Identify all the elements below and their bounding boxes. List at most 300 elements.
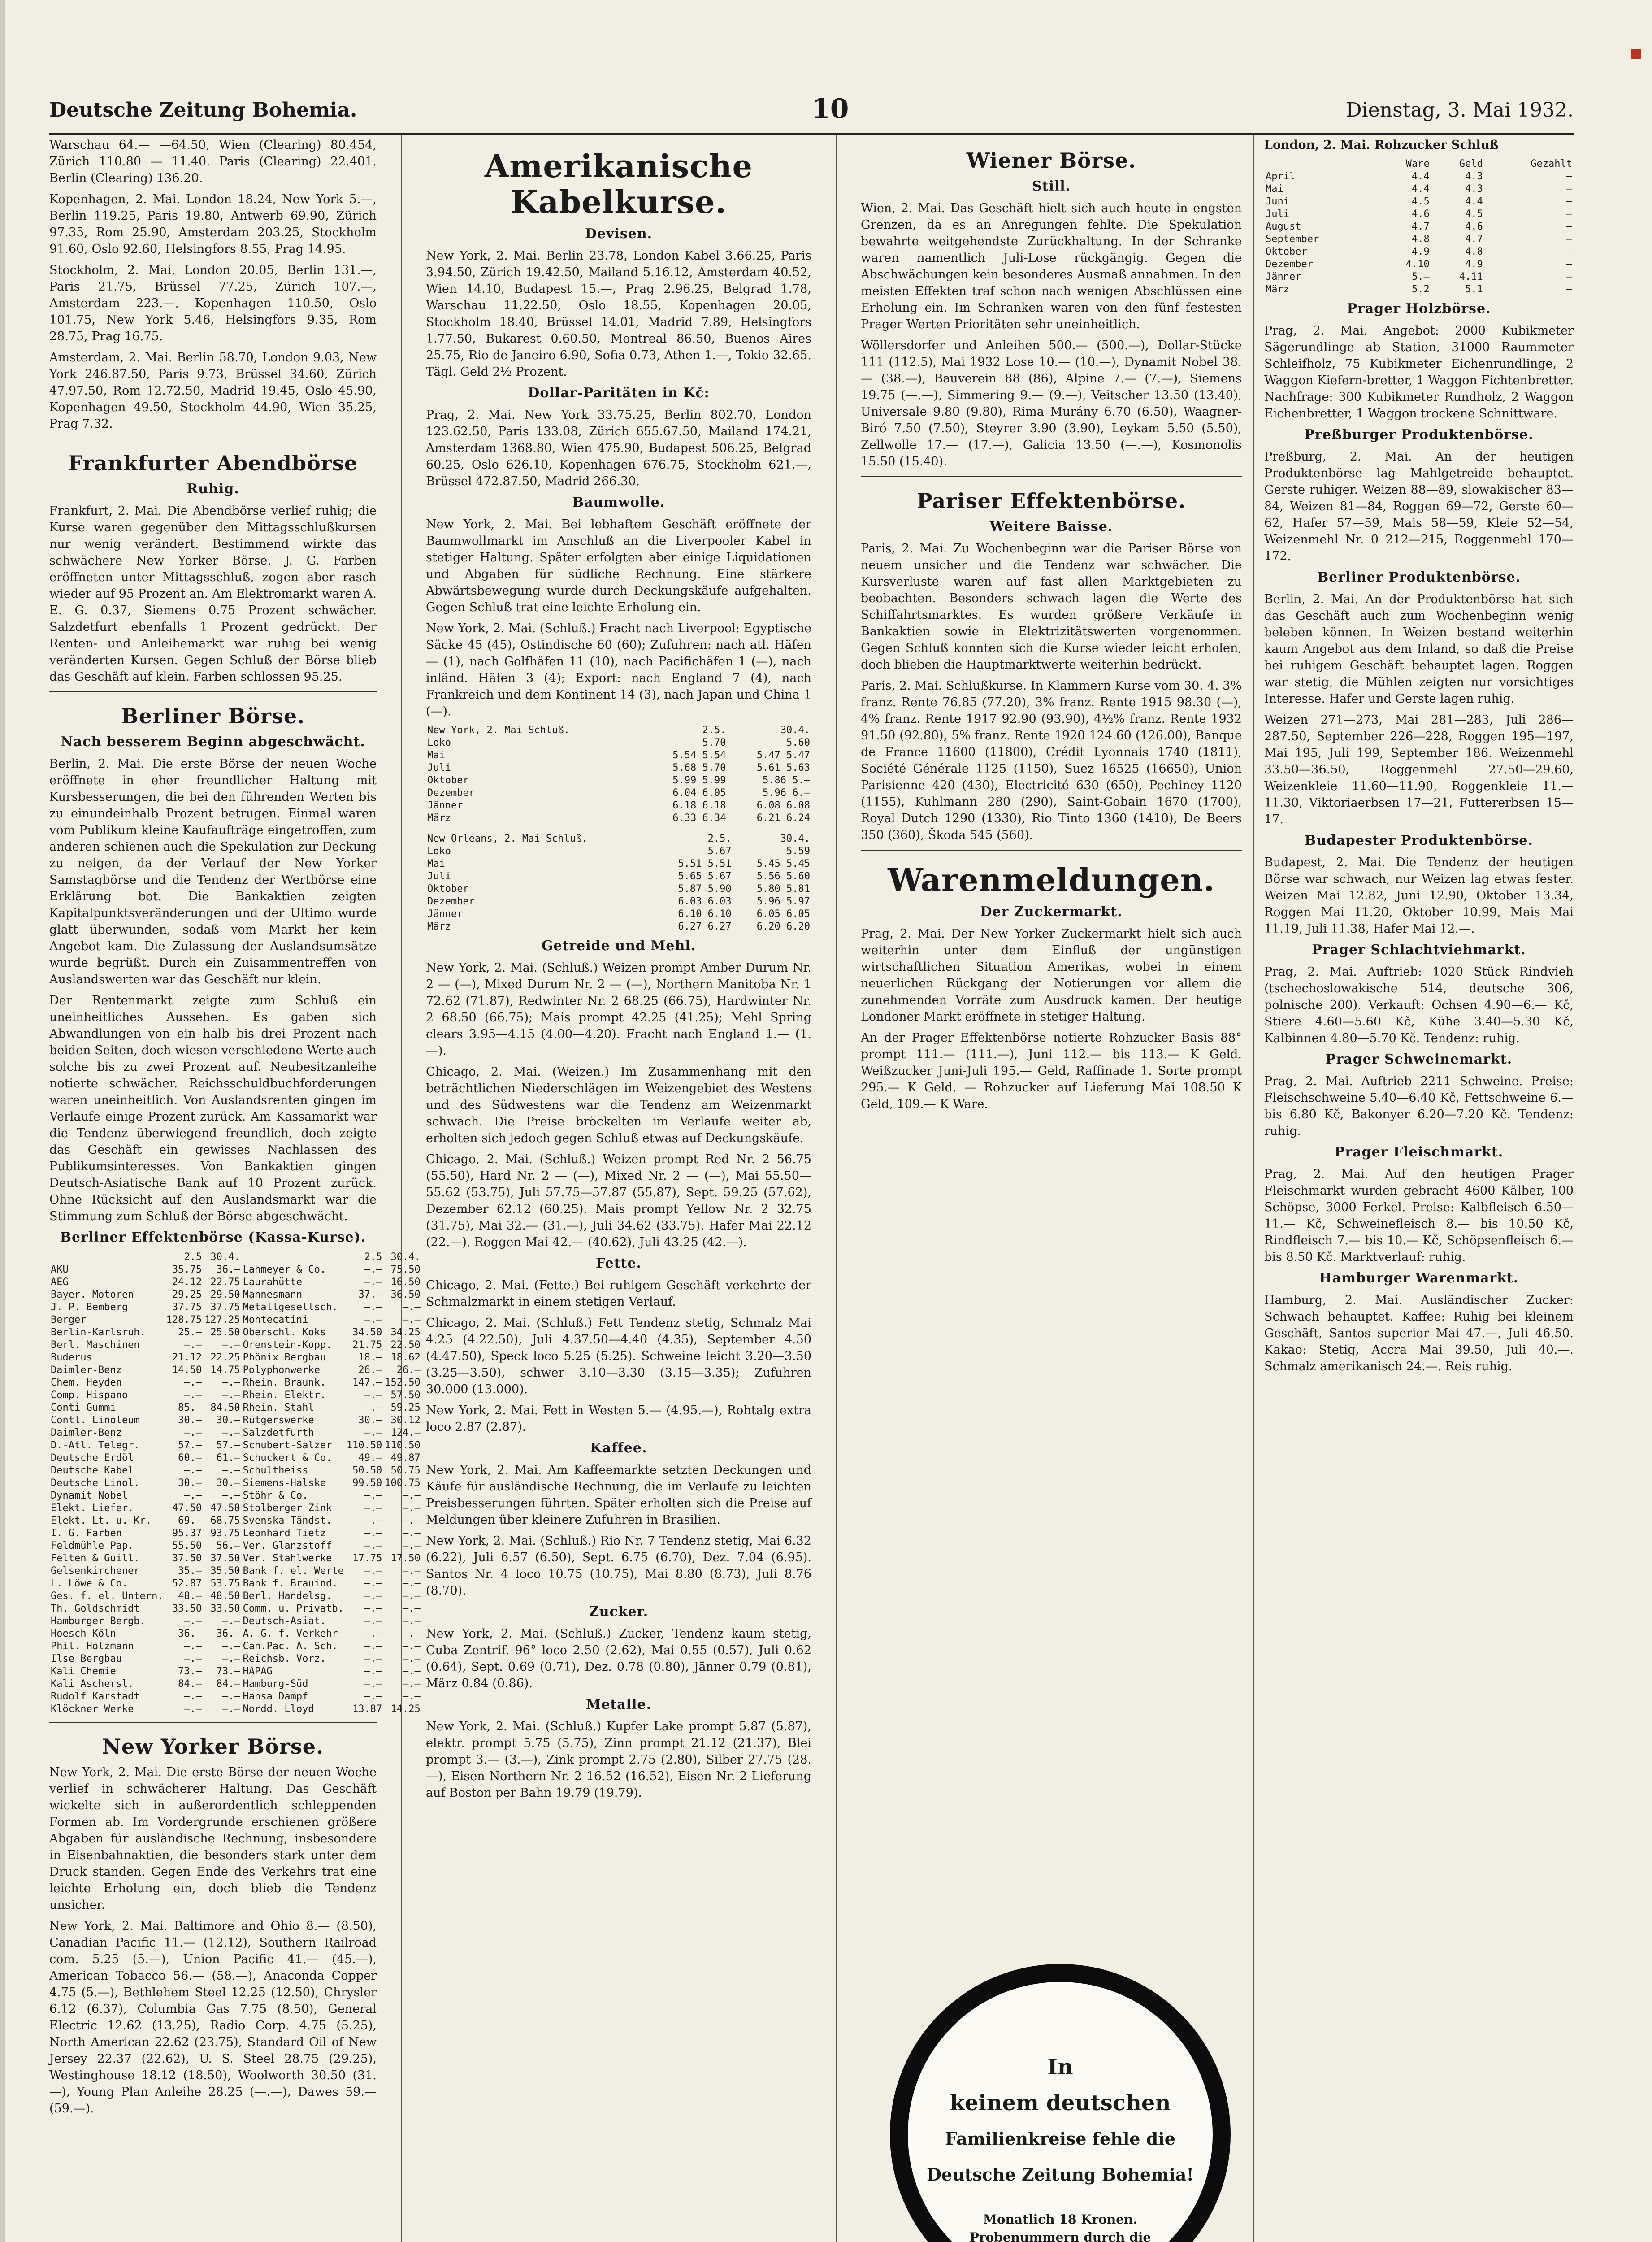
table-cell: 124.— [390, 1427, 421, 1438]
table-cell: 5.67 [707, 846, 732, 857]
ad-line: Probenummern durch die [969, 2230, 1151, 2242]
table-cell: Schultheiss [243, 1465, 308, 1476]
table-row [426, 737, 811, 749]
table-cell: — [1566, 246, 1572, 257]
table-cell: 5.68 5.70 [672, 762, 726, 773]
table-cell: — [1566, 284, 1572, 295]
table-cell: 4.3 [1465, 183, 1483, 195]
table-cell: —.— [364, 1578, 382, 1589]
table-cell: 60.— [178, 1452, 202, 1464]
table-cell: 29.25 [172, 1289, 202, 1300]
column-4 [1264, 137, 1574, 2242]
table-cell: 5.87 5.90 [678, 883, 732, 895]
table-cell: 4.7 [1465, 234, 1483, 245]
section-rule [49, 691, 377, 692]
table-cell: 85.— [178, 1402, 202, 1413]
table-row [49, 1264, 422, 1276]
article-paragraph: Weizen 271—273, Mai 281—283, Juli 286—287.50, September 226—228, Roggen 195—197, Mai 195, Juli 199, September 186. Weizenmehl 33.50—36.50, Roggenmehl 27.50—29.60, Weizenkleie 11.60—11.90, Roggenkleie 11.—11.30, Viktoriaerbsen 17—21, Futtererbsen 15—17. [1264, 713, 1574, 826]
table-cell: 4.3 [1465, 171, 1483, 182]
table-cell: 37.75 [210, 1302, 240, 1313]
table-cell: 21.12 [172, 1352, 202, 1363]
table-cell: 14.50 [172, 1364, 202, 1376]
table-cell: — [1566, 209, 1572, 220]
table-row [49, 1414, 422, 1427]
cotton-neworleans-body [426, 845, 811, 933]
table-header-row [426, 833, 811, 845]
column-2 [426, 137, 811, 2242]
table-cell: Juni [1266, 196, 1289, 207]
table-header: 30.4. [780, 725, 810, 736]
table-cell: —.— [222, 1465, 240, 1476]
table-row [49, 1577, 422, 1590]
table-cell: Jänner [427, 800, 463, 811]
table-cell: — [1566, 196, 1572, 207]
cotton-neworleans-table [426, 833, 811, 933]
table-cell: 25.— [178, 1327, 202, 1338]
table-cell: Mai [1266, 183, 1283, 195]
table-cell: A.-G. f. Verkehr [243, 1628, 338, 1639]
table-cell: 59.25 [390, 1402, 421, 1413]
table-cell: —.— [364, 1503, 382, 1514]
table-cell: —.— [364, 1402, 382, 1413]
table-cell: 34.50 [352, 1327, 382, 1338]
table-cell: 13.87 [352, 1703, 382, 1715]
table-cell: 47.50 [172, 1503, 202, 1514]
article-paragraph: Chicago, 2. Mai. (Weizen.) Im Zusammenhang mit den beträchtlichen Niederschlägen im Weizengebiet des Westens und des Südwestens war die Tendenz am Weizenmarkt schwach. Die Preise bröckelten im Verlaufe weiter ab, erholten sich jedoch gegen Schluß etwas auf Deckungskäufe. [426, 1065, 811, 1145]
table-row [1264, 233, 1574, 246]
table-cell: 95.37 [172, 1528, 202, 1539]
table-cell: Ver. Stahlwerke [243, 1553, 332, 1564]
exchange-report: Stockholm, 2. Mai. London 20.05, Berlin 131.—, Paris 21.75, Brüssel 77.25, Zürich 107.—, Amsterdam 223.—, Kopenhagen 110.50, Oslo 101.75, New York 5.46, Helsingfors 9.35, Rom 28.75, Prag 16.75. [49, 263, 377, 343]
table-cell: Daimler-Benz [51, 1364, 122, 1376]
table-header: Gezahlt [1531, 158, 1572, 169]
table-cell: 14.25 [390, 1703, 421, 1715]
table-cell: Ver. Glanzstoff [243, 1540, 332, 1551]
london-sugar-body [1264, 170, 1574, 296]
article-paragraph: Prag, 2. Mai. Auf den heutigen Prager Fleischmarkt wurden gebracht 4600 Kälber, 100 Schöpse, 3000 Ferkel. Preise: Kalbfleisch 6.50—11.— Kč, Schweinefleisch 8.— bis 10.50 Kč, Rindfleisch 7.— bis 10.— Kč, Schöpsenfleisch 6.— bis 8.50 Kč. Marktverlauf: ruhig. [1264, 1167, 1574, 1264]
section-subtitle: Berliner Effektenbörse (Kassa-Kurse). [60, 1230, 366, 1245]
table-cell: Reichsb. Vorz. [243, 1653, 326, 1664]
table-cell: —.— [222, 1616, 240, 1627]
table-cell: —.— [364, 1565, 382, 1577]
table-cell: —.— [184, 1377, 202, 1388]
table-cell: 57.50 [390, 1390, 421, 1401]
table-cell: Juli [427, 762, 451, 773]
page-header [49, 90, 1574, 135]
article-paragraph: Prag, 2. Mai. Auftrieb: 1020 Stück Rindvieh (tschechoslowakische 514, deutsche 306, polnische 200). Verkauft: Ochsen 4.90—6.— Kč, Stiere 4.60—5.60 Kč, Kühe 3.40—5.30 Kč, Kalbinnen 4.80—5.70 Kč. Tendenz: ruhig. [1264, 965, 1574, 1045]
table-cell: Berger [51, 1314, 87, 1325]
table-cell: 36.50 [390, 1289, 421, 1300]
table-cell: I. G. Farben [51, 1528, 122, 1539]
section-subtitle: Zucker. [589, 1604, 649, 1620]
table-row [426, 774, 811, 787]
table-cell: L. Löwe & Co. [51, 1578, 128, 1589]
table-cell: 30.— [216, 1477, 240, 1489]
table-cell: Phönix Bergbau [243, 1352, 326, 1363]
cotton-newyork-body [426, 737, 811, 825]
table-cell: 6.03 6.03 [678, 896, 732, 907]
table-cell: 5.2 [1411, 284, 1430, 295]
table-cell: Felten & Guill. [51, 1553, 140, 1564]
section-title: Pariser Effektenbörse. [916, 489, 1186, 513]
table-cell: 5.59 [786, 846, 810, 857]
table-cell: Deutsch-Asiat. [243, 1616, 326, 1627]
table-cell: —.— [222, 1641, 240, 1652]
table-cell: 14.75 [210, 1364, 240, 1376]
table-cell: 50.75 [390, 1465, 421, 1476]
table-cell: — [1566, 271, 1572, 282]
section-subtitle: Preßburger Produktenbörse. [1304, 427, 1534, 443]
table-row [49, 1464, 422, 1477]
table-cell: 22.75 [210, 1277, 240, 1288]
table-cell: 110.50 [385, 1440, 421, 1451]
section-subtitle: Fette. [596, 1256, 642, 1271]
table-cell: März [427, 921, 451, 932]
table-cell: 4.8 [1465, 246, 1483, 257]
table-cell: J. P. Bemberg [51, 1302, 128, 1313]
table-cell: —.— [403, 1616, 421, 1627]
table-cell: 6.10 6.10 [678, 908, 732, 920]
table-cell: Schubert-Salzer [243, 1440, 332, 1451]
section-title: Berliner Börse. [121, 704, 305, 728]
table-cell: —.— [222, 1377, 240, 1388]
table-row [426, 845, 811, 858]
table-cell: — [1566, 234, 1572, 245]
table-cell: 110.50 [346, 1440, 382, 1451]
scan-edge-left [0, 0, 5, 2242]
table-cell: Schuckert & Co. [243, 1452, 332, 1464]
table-cell: —.— [364, 1653, 382, 1664]
table-cell: —.— [403, 1590, 421, 1602]
article-paragraph: Chicago, 2. Mai. (Fette.) Bei ruhigem Geschäft verkehrte der Schmalzmarkt in einem stetigen Verlauf. [426, 1278, 811, 1309]
table-cell: Mannesmann [243, 1289, 303, 1300]
table-cell: 4.9 [1411, 246, 1430, 257]
table-cell: 57.— [216, 1440, 240, 1451]
table-row [49, 1603, 422, 1615]
table-cell: 5.54 5.54 [672, 750, 726, 761]
table-cell: Chem. Heyden [51, 1377, 122, 1388]
table-cell: 84.— [216, 1678, 240, 1690]
table-row [49, 1703, 422, 1716]
table-cell: Polyphonwerke [243, 1364, 320, 1376]
section-subtitle: Nach besserem Beginn abgeschwächt. [61, 734, 365, 750]
newspaper-name: Deutsche Zeitung Bohemia. [49, 99, 357, 122]
table-cell: —.— [364, 1628, 382, 1639]
section-title: Warenmeldungen. [888, 861, 1215, 899]
table-cell: —.— [184, 1465, 202, 1476]
table-cell: —.— [364, 1528, 382, 1539]
table-cell: Th. Goldschmidt [51, 1603, 140, 1614]
table-row [426, 870, 811, 883]
table-cell: 93.75 [210, 1528, 240, 1539]
table-cell: Rhein. Elektr. [243, 1390, 326, 1401]
table-cell: 6.20 6.20 [756, 921, 810, 932]
section-subtitle: Kaffee. [590, 1440, 647, 1456]
table-cell: Rütgerswerke [243, 1415, 314, 1426]
table-cell: 6.21 6.24 [756, 813, 810, 824]
table-cell: April [1266, 171, 1296, 182]
table-row [49, 1326, 422, 1339]
table-cell: 52.87 [172, 1578, 202, 1589]
article-paragraph: New York, 2. Mai. (Schluß.) Zucker, Tendenz kaum stetig, Cuba Zentrif. 96° loco 2.50 (2.62), Mai 0.55 (0.57), Juli 0.62 (0.64), Sept. 0.69 (0.71), Dez. 0.78 (0.80), Jänner 0.79 (0.81), März 0.84 (0.86). [426, 1627, 811, 1690]
table-cell: —.— [364, 1277, 382, 1288]
table-cell: 33.50 [210, 1603, 240, 1614]
table-header: 2.5 [364, 1251, 382, 1263]
table-row [49, 1640, 422, 1653]
table-cell: —.— [184, 1616, 202, 1627]
article-paragraph: New York, 2. Mai. (Schluß.) Rio Nr. 7 Tendenz stetig, Mai 6.32 (6.22), Juli 6.57 (6.50), Sept. 6.75 (6.70), Dez. 7.04 (6.95). Santos Nr. 4 loco 10.75 (10.75), Mai 8.80 (8.73), Juli 8.76 (8.70). [426, 1534, 811, 1598]
article-paragraph: Wöllersdorfer und Anleihen 500.— (500.—), Dollar-Stücke 111 (112.5), Mai 1932 Lose 10.— (10.—), Dynamit Nobel 38.— (38.—), Bauverein 88 (86), Alpine 7.— (7.—), Siemens 19.75 (—.—), Simmering 9.— (9.—), Veitscher 13.50 (13.40), Universale 9.80 (9.80), Rima Murány 6.70 (6.50), Waagner-Biró 7.50 (7.50), Steyrer 3.90 (3.90), Leykam 5.50 (5.50), Zellwolle 17.— (17.—), Galicia 13.50 (—.—), Kosmonolis 15.50 (15.40). [861, 339, 1242, 469]
table-cell: 73.— [178, 1666, 202, 1677]
table-cell: Conti Gummi [51, 1402, 116, 1413]
section-subtitle: Ruhig. [186, 481, 239, 497]
table-cell: Hamburger Bergb. [51, 1616, 146, 1627]
table-cell: 5.47 5.47 [756, 750, 810, 761]
table-cell: Montecatini [243, 1314, 308, 1325]
cotton-newyork-table [426, 724, 811, 825]
table-header: 30.4. [210, 1251, 240, 1263]
table-header-row [1264, 158, 1574, 170]
table-cell: 37.50 [210, 1553, 240, 1564]
table-cell: —.— [403, 1490, 421, 1501]
table-cell: —.— [364, 1427, 382, 1438]
article-paragraph: New York, 2. Mai. Berlin 23.78, London Kabel 3.66.25, Paris 3.94.50, Zürich 19.42.50, Mailand 5.16.12, Amsterdam 40.52, Wien 14.10, Budapest 15.—, Prag 2.96.25, Belgrad 1.78, Warschau 11.22.50, Oslo 18.55, Kopenhagen 20.05, Stockholm 18.40, Brüssel 14.01, Madrid 7.89, Helsingfors 1.77.50, Bukarest 0.60.50, Montreal 86.50, Buenos Aires 25.75, Rio de Janeiro 6.90, Sofia 0.73, Athen 1.—, Tokio 32.65. Tägl. Geld 2½ Prozent. [426, 249, 811, 379]
table-cell: Deutsche Kabel [51, 1465, 134, 1476]
table-header: 30.4. [780, 833, 810, 844]
table-cell: Hamburg-Süd [243, 1678, 308, 1690]
kassa-table-body [49, 1264, 422, 1716]
table-cell: Dezember [427, 787, 475, 799]
table-cell: Dezember [427, 896, 475, 907]
table-cell: 30.— [358, 1415, 382, 1426]
section-subtitle: Prager Fleischmarkt. [1334, 1144, 1504, 1160]
table-cell: 33.50 [172, 1603, 202, 1614]
table-header-row [49, 1251, 422, 1264]
table-cell: 4.5 [1411, 196, 1430, 207]
section-subtitle: Dollar-Paritäten in Kč: [528, 385, 710, 401]
table-row [426, 749, 811, 762]
article-paragraph: New York, 2. Mai. Bei lebhaftem Geschäft eröffnete der Baumwollmarkt im Anschluß an die Liverpooler Kabel in stetiger Haltung. Später erfolgten aber einige Liquidationen und Abgaben für südliche Rechnung. Eine stärkere Abwärtsbewegung wurde durch Deckungskäufe aufgehalten. Gegen Schluß trat eine leichte Erholung ein. [426, 517, 811, 614]
table-cell: 128.75 [166, 1314, 202, 1325]
table-cell: D.-Atl. Telegr. [51, 1440, 140, 1451]
table-cell: Jänner [427, 908, 463, 920]
table-cell: Dynamit Nobel [51, 1490, 128, 1501]
table-cell: 4.10 [1405, 259, 1430, 270]
table-cell: 73.— [216, 1666, 240, 1677]
table-cell: 127.25 [204, 1314, 240, 1325]
table-cell: Lahmeyer & Co. [243, 1264, 326, 1275]
section-subtitle: Budapester Produktenbörse. [1305, 833, 1533, 848]
table-cell: Rhein. Stahl [243, 1402, 314, 1413]
issue-date: Dienstag, 3. Mai 1932. [1346, 99, 1574, 122]
article-paragraph: An der Prager Effektenbörse notierte Rohzucker Basis 88° prompt 111.— (111.—), Juni 112.— bis 113.— K Geld. Weißzucker Juni-Juli 195.— Geld, Raffinade 1. Sorte prompt 295.— K Geld. — Rohzucker auf Lieferung Mai 108.50 K Geld, 109.— K Ware. [861, 1031, 1242, 1111]
table-row [426, 883, 811, 895]
table-cell: —.— [222, 1390, 240, 1401]
table-cell: —.— [403, 1528, 421, 1539]
section-subtitle: Baumwolle. [572, 495, 665, 510]
section-rule [861, 850, 1242, 851]
table-cell: —.— [364, 1603, 382, 1614]
table-cell: —.— [403, 1515, 421, 1526]
table-cell: 84.50 [210, 1402, 240, 1413]
table-row [1264, 221, 1574, 233]
table-cell: Bank f. Brauind. [243, 1578, 338, 1589]
table-cell: —.— [364, 1314, 382, 1325]
table-cell: Daimler-Benz [51, 1427, 122, 1438]
ad-price: Monatlich 18 Kronen. [983, 2212, 1138, 2227]
table-cell: 100.75 [385, 1477, 421, 1489]
table-header-row [426, 724, 811, 737]
table-row [1264, 170, 1574, 183]
spacer [426, 825, 811, 833]
table-cell: 4.5 [1465, 209, 1483, 220]
table-row [426, 921, 811, 933]
table-header: 2.5. [707, 833, 732, 844]
table-cell: 49.87 [390, 1452, 421, 1464]
table-cell: 4.8 [1411, 234, 1430, 245]
article-paragraph: New York, 2. Mai. (Schluß.) Kupfer Lake prompt 5.87 (5.87), elektr. prompt 5.75 (5.75), Zinn prompt 21.12 (21.37), Blei prompt 3.— (3.—), Zink prompt 2.75 (2.80), Silber 27.75 (28.—), Eisen Northern Nr. 2 16.52 (16.52), Eisen Nr. 2 Lieferung auf Boston per Bahn 19.79 (19.79). [426, 1720, 811, 1800]
section-title: Wiener Börse. [966, 148, 1136, 173]
table-cell: —.— [403, 1678, 421, 1690]
table-cell: 5.— [1411, 271, 1430, 282]
table-cell: 4.7 [1411, 221, 1430, 232]
table-cell: 49.— [358, 1452, 382, 1464]
table-header: New Orleans, 2. Mai Schluß. [427, 833, 588, 844]
table-cell: — [1566, 183, 1572, 195]
section-subtitle: Still. [1032, 178, 1071, 194]
table-cell: AEG [51, 1277, 69, 1288]
table-row [49, 1540, 422, 1552]
table-row [49, 1439, 422, 1452]
table-cell: —.— [364, 1691, 382, 1702]
table-cell: 36.— [216, 1628, 240, 1639]
table-cell: —.— [184, 1427, 202, 1438]
ad-line: Familienkreise fehle die [945, 2129, 1175, 2149]
table-cell: —.— [403, 1503, 421, 1514]
table-row [426, 908, 811, 921]
table-cell: 18.— [358, 1352, 382, 1363]
table-cell: —.— [364, 1490, 382, 1501]
table-cell: —.— [184, 1490, 202, 1501]
table-cell: —.— [403, 1628, 421, 1639]
table-row [49, 1502, 422, 1515]
table-cell: 24.12 [172, 1277, 202, 1288]
ad-line: In [1047, 2055, 1073, 2080]
table-row [426, 762, 811, 774]
section-rule [861, 476, 1242, 477]
table-cell: 6.08 6.08 [756, 800, 810, 811]
section-title: New Yorker Börse. [102, 1734, 324, 1759]
table-cell: AKU [51, 1264, 69, 1275]
table-cell: 75.50 [390, 1264, 421, 1275]
table-cell: Juli [427, 871, 451, 882]
table-cell: 35.— [178, 1565, 202, 1577]
article-paragraph: Wien, 2. Mai. Das Geschäft hielt sich auch heute in engsten Grenzen, da es an Anregungen fehlte. Die Spekulation bewahrte weitgehendste Zurückhaltung. In der Schranke waren namentlich Juli-Lose rückgängig. Gegen die Abschwächungen kein besonderes Ausmaß annahmen. In den meisten Effekten traf schon nach wenigen Abschlüssen eine Erholung ein. Im Schranken waren von den fünf festesten Prager Werten Prioritäten sehr uneinheitlich. [861, 201, 1242, 331]
table-cell: 30.— [178, 1415, 202, 1426]
table-row [49, 1615, 422, 1628]
table-cell: — [1566, 259, 1572, 270]
table-cell: —.— [403, 1641, 421, 1652]
table-cell: Stöhr & Co. [243, 1490, 308, 1501]
table-cell: Bayer. Motoren [51, 1289, 134, 1300]
table-cell: —.— [364, 1264, 382, 1275]
table-cell: Klöckner Werke [51, 1703, 134, 1715]
table-header [1264, 158, 1378, 170]
table-cell: —.— [364, 1590, 382, 1602]
exchange-report: Amsterdam, 2. Mai. Berlin 58.70, London 9.03, New York 246.87.50, Paris 9.73, Brüssel 34.60, Zürich 47.97.50, Rom 12.72.50, Madrid 19.45, Oslo 45.90, Kopenhagen 49.50, Stockholm 44.90, Wien 35.25, Prag 7.32. [49, 351, 377, 431]
table-row [49, 1565, 422, 1577]
table-cell: 5.61 5.63 [756, 762, 810, 773]
table-cell: Elekt. Lt. u. Kr. [51, 1515, 152, 1526]
table-cell: Ilse Bergbau [51, 1653, 122, 1664]
table-cell: —.— [364, 1616, 382, 1627]
table-cell: 37.75 [172, 1302, 202, 1313]
article-paragraph: New York, 2. Mai. Am Kaffeemarkte setzten Deckungen und Käufe für ausländische Rechnung, die im Verlaufe zu leichten Preisbesserungen führten. Später erholten sich die Preise auf Meldungen über kleinere Zufuhren in Brasilien. [426, 1463, 811, 1527]
table-cell: 37.50 [172, 1553, 202, 1564]
table-header: 2.5. [702, 725, 726, 736]
article-paragraph: Budapest, 2. Mai. Die Tendenz der heutigen Börse war schwach, nur Weizen lag etwas fester. Weizen Mai 12.82, Juni 12.90, Oktober 13.34, Roggen Mai 11.20, Oktober 10.99, Mais Mai 11.19, Juli 11.38, Hafer Mai 12.—. [1264, 856, 1574, 936]
table-cell: —.— [184, 1691, 202, 1702]
table-cell: —.— [222, 1703, 240, 1715]
table-cell: —.— [403, 1302, 421, 1313]
table-cell: Salzdetfurth [243, 1427, 314, 1438]
table-cell: — [1566, 221, 1572, 232]
table-cell: Siemens-Halske [243, 1477, 326, 1489]
table-cell: Berlin-Karlsruh. [51, 1327, 146, 1338]
article-paragraph: Prag, 2. Mai. Angebot: 2000 Kubikmeter Sägerundlinge ab Station, 31000 Raummeter Schleifholz, 75 Kubikmeter Eichenrundlinge, 2 Waggon Kiefern-bretter, 1 Waggon Fichtenbretter. Nachfrage: 300 Kubikmeter Rundholz, 2 Waggon Eichenbretter, 1 Waggon trockene Schnittware. [1264, 324, 1574, 421]
kassa-table [49, 1251, 422, 1716]
table-row [49, 1653, 422, 1665]
table-row [49, 1301, 422, 1314]
table-cell: 5.1 [1465, 284, 1483, 295]
table-row [1264, 258, 1574, 271]
table-cell: Laurahütte [243, 1277, 303, 1288]
table-cell: — [1566, 171, 1572, 182]
column-3 [861, 137, 1242, 2242]
table-row [1264, 271, 1574, 283]
table-cell: 6.33 6.34 [672, 813, 726, 824]
table-cell: Juli [1266, 209, 1289, 220]
table-row [426, 858, 811, 870]
table-cell: —.— [222, 1490, 240, 1501]
table-cell: Buderus [51, 1352, 92, 1363]
table-cell: Oktober [1266, 246, 1307, 257]
table-cell: Leonhard Tietz [243, 1528, 326, 1539]
table-cell: Contl. Linoleum [51, 1415, 140, 1426]
table-row [49, 1678, 422, 1690]
article-paragraph: Paris, 2. Mai. Zu Wochenbeginn war die Pariser Börse von neuem unsicher und die Tendenz war schwächer. Die Kursverluste waren auf fast allen Marktgebieten zu beobachten. Besonders schwach lagen die Werte des Schiffahrtsmarktes. Es wurden größere Verkäufe in Bankaktien sowie in Elektrizitätswerten vorgenommen. Gegen Schluß konnten sich die Kurse wieder leicht erholen, doch blieben die Hauptmarktwerte weiterhin bedrückt. [861, 542, 1242, 672]
table-cell: Gelsenkirchener [51, 1565, 140, 1577]
table-cell: Deutsche Linol. [51, 1477, 140, 1489]
section-title: Frankfurter Abendbörse [68, 451, 358, 475]
table-row [49, 1665, 422, 1678]
table-cell: 6.04 6.05 [672, 787, 726, 799]
table-row [49, 1552, 422, 1565]
ad-line: keinem deutschen [950, 2090, 1171, 2116]
section-subtitle: Der Zuckermarkt. [980, 904, 1123, 920]
table-cell: 5.60 [786, 737, 810, 748]
table-cell: 48.— [178, 1590, 202, 1602]
table-cell: Feldmühle Pap. [51, 1540, 134, 1551]
table-cell: 61.— [216, 1452, 240, 1464]
table-row [49, 1490, 422, 1502]
table-cell: 4.9 [1465, 259, 1483, 270]
table-row [49, 1527, 422, 1540]
table-cell: —.— [222, 1427, 240, 1438]
article-paragraph: New York, 2. Mai. Die erste Börse der neuen Woche verlief in schwächerer Haltung. Das Geschäft wickelte sich in außerordentlich schleppenden Formen ab. Im Vordergrunde erschienen größere Abgaben für ausländische Rechnung, insbesondere in Eisenbahnaktien, die besonders stark unter dem Druck standen. Gegen Ende des Verkehrs trat eine leichte Erholung ein, doch blieb die Tendenz unsicher. [49, 1765, 377, 1912]
table-cell: —.— [403, 1603, 421, 1614]
table-cell: Deutsche Erdöl [51, 1452, 134, 1464]
